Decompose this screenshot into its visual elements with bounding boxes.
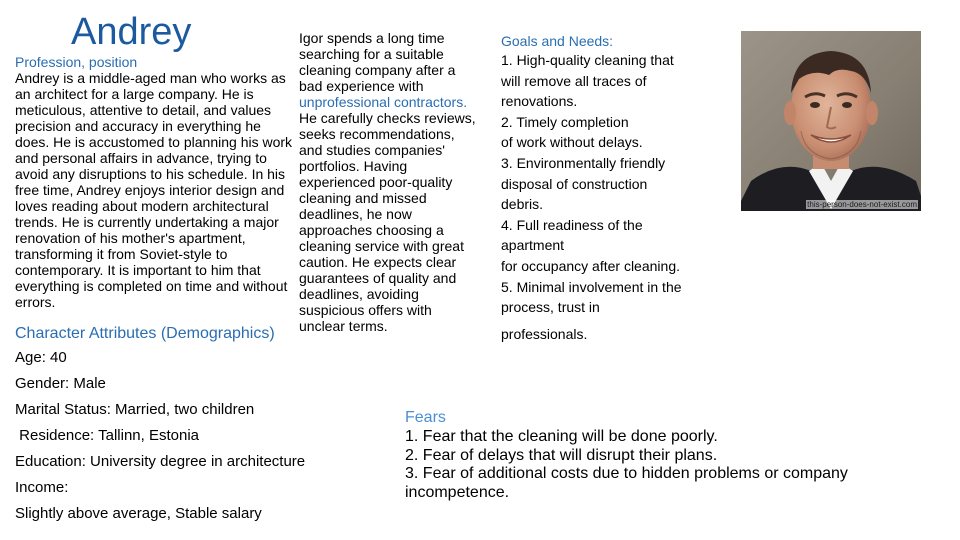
attribute-residence: Residence: Tallinn, Estonia [15,427,199,444]
goals-line: 5. Minimal involvement in the [501,278,682,295]
goals-list [501,50,701,344]
goals-line: 4. Full readiness of the [501,216,643,233]
attributes-title: Character Attributes (Demographics) [15,325,275,342]
goals-line: 1. High-quality cleaning that [501,52,674,68]
background-story [299,30,481,334]
fears-title: Fears [405,409,446,426]
goals-line: debris. [501,196,544,213]
goals-line: 3. Environmentally friendly [501,154,666,171]
attribute-gender: Gender: Male [15,375,106,392]
attribute-income-value: Slightly above average, Stable salary [15,505,262,522]
persona-photo [741,31,921,211]
story-highlight: unprofessional contractors. [299,94,468,110]
goals-line: renovations. [501,93,578,110]
goals-line: apartment [501,237,565,254]
story-text-start: Igor spends a long time searching for a suitable cleaning company after a bad experience with [299,30,456,94]
fear-item: 1. Fear that the cleaning will be done poorly. [405,428,718,445]
goals-line: for occupancy after cleaning. [501,257,680,274]
attribute-education: Education: University degree in architecture [15,453,306,470]
attribute-age: Age: 40 [15,349,67,366]
persona-name: Andrey [71,11,192,53]
portrait-illustration [741,31,921,211]
goals-line: disposal of construction [501,175,648,192]
profession-description: Andrey is a middle-aged man who works as an architect for a large company. He is meticulous, attentive to detail, and values precision and accuracy in everything he does. He is accustomed to planning his work and personal affairs in advance, trying to avoid any disruptions to his schedule. In his free time, Andrey enjoys interior design and loves reading about modern architectural trends. He is currently undertaking a major renovation of his mother's apartment, transforming it from Soviet-style to contemporary. It is important to him that everything is completed on time and without errors. [15,70,293,310]
goals-line: of work without delays. [501,134,643,151]
goals-title: Goals and Needs: [501,33,614,49]
attribute-marital-status: Marital Status: Married, two children [15,401,255,418]
goals-line: 2. Timely completion [501,113,629,130]
story-text-end: He carefully checks reviews, seeks recommendations, and studies companies' portfolios. Having experienced poor-quality cleaning and missed deadlines, he now approaches choosing a cleaning service with great caution. He expects clear guarantees of quality and deadlines, avoiding suspicious offers with unclear terms. [299,110,476,334]
goals-line: will remove all traces of [501,72,647,89]
fears-list [405,428,885,502]
fear-item: 3. Fear of additional costs due to hidden problems or company incompetence. [405,465,848,501]
attributes-list [15,348,305,530]
goals-line: professionals. [501,325,588,342]
goals-line: process, trust in [501,299,600,316]
profession-label: Profession, position [15,54,138,70]
photo-caption: this-person-does-not-exist.com [807,200,917,209]
attribute-income-label: Income: [15,479,69,496]
fear-item: 2. Fear of delays that will disrupt their plans. [405,446,718,464]
